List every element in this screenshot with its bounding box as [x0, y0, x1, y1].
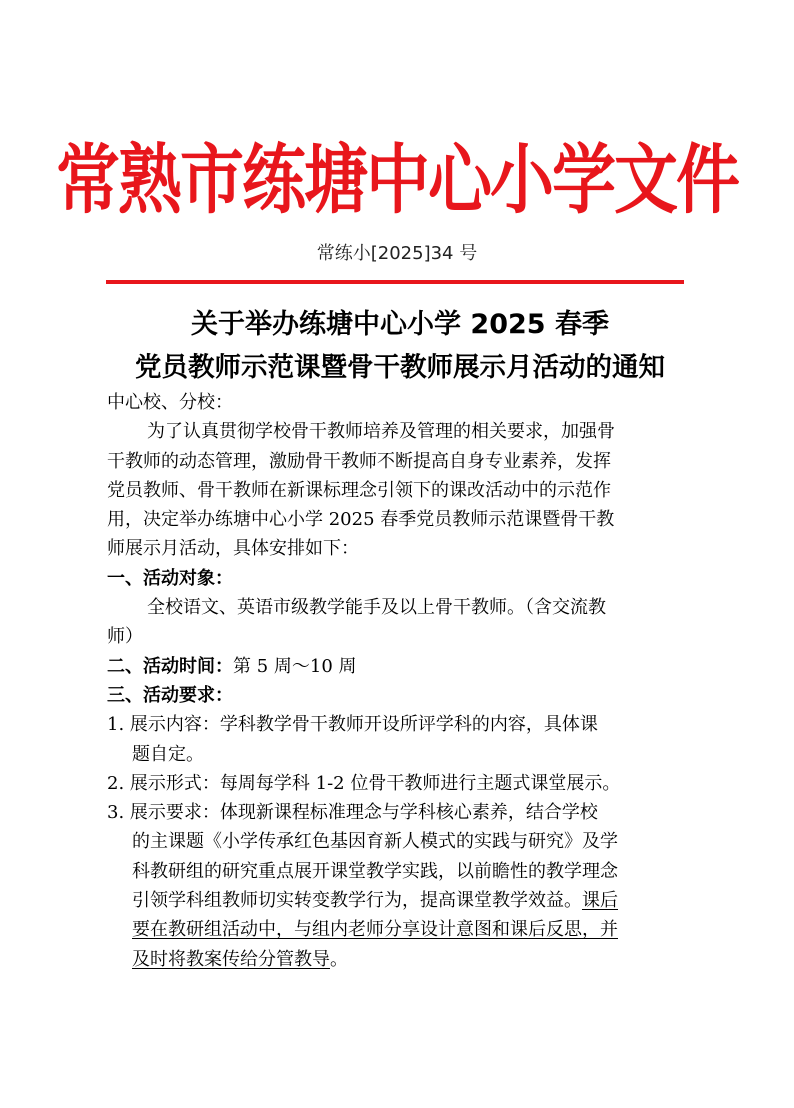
requirement-item-3-cont — [107, 886, 699, 915]
intro-line: 师展示月活动，具体安排如下： — [107, 538, 359, 560]
salutation: 中心校、分校： — [107, 392, 233, 413]
masthead-title: 常熟市练塘中心小学文件 — [56, 136, 738, 225]
section-time-text: 第 5 周～10 周 — [233, 655, 357, 677]
item3-line4-text: 引领学科组教师切实转变教学行为，提高课堂教学效益。 — [132, 890, 582, 912]
section-targets-text: 全校语文、英语市级教学能手及以上骨干教师。（含交流教 — [147, 597, 606, 619]
notice-title-line-1: 关于举办练塘中心小学 2025 春季 — [191, 309, 609, 340]
intro-line: 党员教师、骨干教师在新课标理念引领下的课改活动中的示范作 — [107, 479, 611, 501]
requirement-item-1: 1. 展示内容：学科教学骨干教师开设所评学科的内容，具体课 — [107, 714, 598, 736]
requirement-item-3-cont: 的主课题《小学传承红色基因育新人模式的实践与研究》及学 — [132, 831, 618, 853]
section-heading-targets: 一、活动对象： — [107, 567, 233, 589]
requirement-item-3-cont — [107, 915, 699, 944]
intro-line: 干教师的动态管理，激励骨干教师不断提高自身专业素养，发挥 — [107, 450, 611, 472]
item3-line6-end: 。 — [330, 948, 348, 970]
section-time-row — [107, 652, 699, 681]
requirement-item-2: 2. 展示形式：每周每学科 1-2 位骨干教师进行主题式课堂展示。 — [107, 772, 621, 794]
intro-line: 用，决定举办练塘中心小学 2025 春季党员教师示范课暨骨干教 — [107, 509, 615, 531]
document-number: 常练小[2025]34 号 — [316, 243, 478, 264]
section-heading-time: 二、活动时间： — [107, 655, 233, 677]
red-divider-line — [106, 280, 684, 284]
section-targets-text: 师） — [107, 626, 143, 648]
notice-title-line-2: 党员教师示范课暨骨干教师展示月活动的通知 — [135, 352, 665, 383]
intro-line: 为了认真贯彻学校骨干教师培养及管理的相关要求，加强骨 — [147, 421, 615, 443]
requirement-item-3-cont: 科教研组的研究重点展开课堂教学实践，以前瞻性的教学理念 — [132, 860, 618, 882]
requirement-item-1-cont: 题自定。 — [132, 743, 204, 765]
requirement-item-3-cont — [107, 945, 699, 974]
notice-body — [107, 388, 699, 974]
requirement-item-3: 3. 展示要求：体现新课程标准理念与学科核心素养，结合学校 — [107, 802, 598, 824]
section-heading-requirements: 三、活动要求： — [107, 684, 233, 706]
item3-line4-underlined: 课后 — [582, 890, 618, 912]
item3-line6-underlined: 及时将教案传给分管教导 — [132, 948, 330, 970]
item3-line5-underlined: 要在教研组活动中，与组内老师分享设计意图和课后反思，并 — [132, 919, 618, 941]
